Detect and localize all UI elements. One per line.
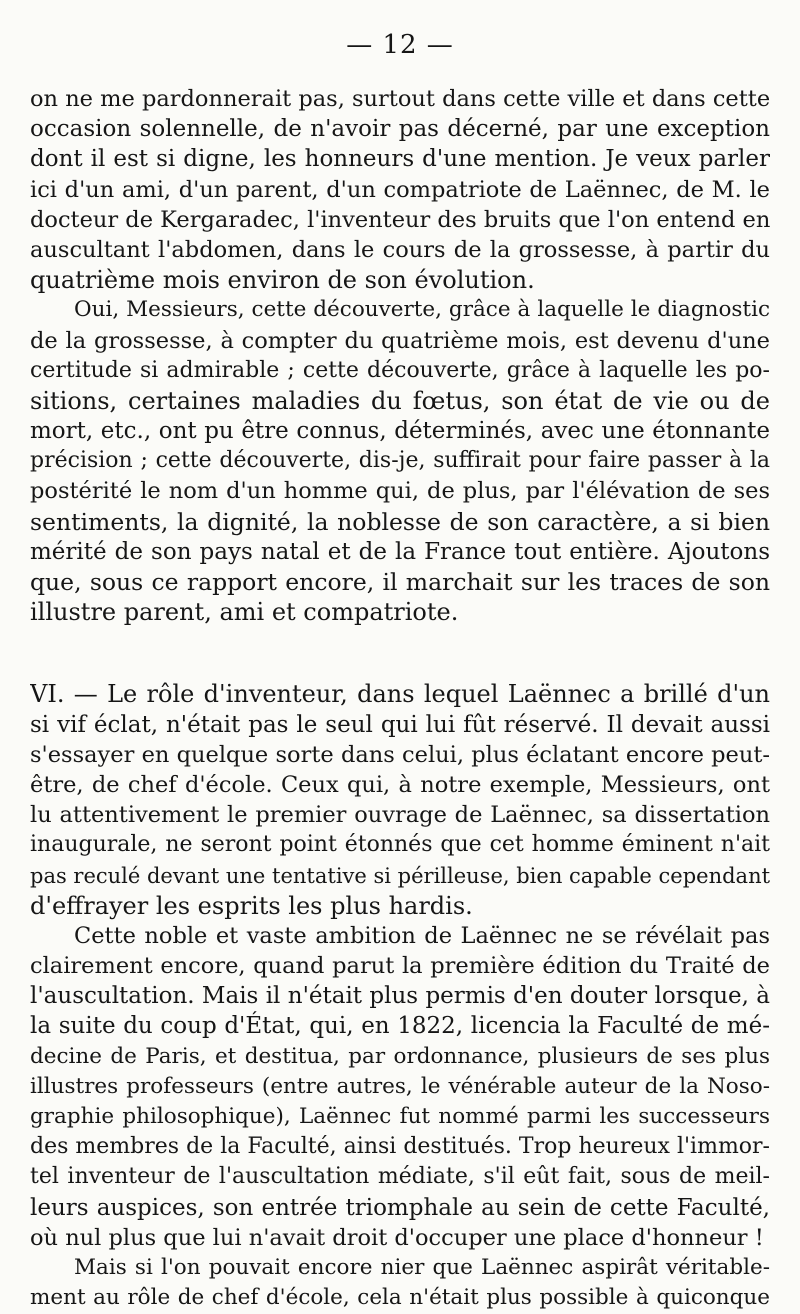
text-line: que, sous ce rapport encore, il marchait sur les traces de son	[30, 568, 770, 596]
paragraph-2	[30, 295, 770, 627]
text-line: tel inventeur de l'auscultation médiate, s'il eût fait, sous de meil-	[30, 1164, 770, 1190]
text-line: occasion solennelle, de n'avoir pas décerné, par une exception	[30, 116, 770, 143]
text-line: être, de chef d'école. Ceux qui, à notre exemple, Messieurs, ont	[30, 771, 770, 798]
text-line: sitions, certaines maladies du fœtus, son état de vie ou de	[30, 386, 770, 415]
text-line: on ne me pardonnerait pas, surtout dans cette ville et dans cette	[30, 86, 770, 112]
paragraph-3	[30, 679, 770, 921]
paragraph-1	[30, 84, 770, 295]
text-line: graphie philosophique), Laënnec fut nommé parmi les successeurs	[30, 1104, 770, 1129]
text-line: de la grossesse, à compter du quatrième mois, est devenu d'une	[30, 327, 770, 354]
text-line: lu attentivement le premier ouvrage de Laënnec, sa dissertation	[30, 802, 770, 829]
paragraph-5	[30, 1253, 770, 1313]
text-line: postérité le nom d'un homme qui, de plus, par l'élévation de ses	[30, 478, 770, 505]
text-line: quatrième mois environ de son évolution.	[30, 266, 535, 295]
text-line: sentiments, la dignité, la noblesse de son caractère, a si bien	[30, 507, 770, 536]
section-gap	[30, 627, 770, 679]
text-line: s'essayer en quelque sorte dans celui, plus éclatant encore peut-	[30, 741, 770, 768]
text-line: decine de Paris, et destitua, par ordonnance, plusieurs de ses plus	[30, 1043, 770, 1069]
page-number: — 12 —	[346, 30, 454, 60]
text-line: des membres de la Faculté, ainsi destitués. Trop heureux l'immor-	[30, 1134, 770, 1160]
text-line: Cette noble et vaste ambition de Laënnec ne se révélait pas	[74, 922, 770, 949]
text-line: leurs auspices, son entrée triomphale au sein de cette Faculté,	[30, 1194, 770, 1221]
text-line: ici d'un ami, d'un parent, d'un compatriote de Laënnec, de M. le	[30, 176, 770, 203]
text-line: l'auscultation. Mais il n'était plus permis d'en douter lorsque, à	[30, 983, 770, 1010]
text-line: pas reculé devant une tentative si périlleuse, bien capable cependant	[30, 863, 770, 888]
document-page	[30, 30, 770, 1313]
text-line: illustre parent, ami et compatriote.	[30, 598, 459, 627]
text-line: ment au rôle de chef d'école, cela n'était plus possible à quiconque	[30, 1285, 770, 1311]
text-line: docteur de Kergaradec, l'inventeur des bruits que l'on entend en	[30, 206, 770, 233]
text-line: d'effrayer les esprits les plus hardis.	[30, 891, 473, 920]
text-line: où nul plus que lui n'avait droit d'occuper une place d'honneur !	[30, 1224, 764, 1251]
text-line: dont il est si digne, les honneurs d'une mention. Je veux parler	[30, 146, 770, 173]
text-line: Mais si l'on pouvait encore nier que Laënnec aspirât véritable-	[74, 1254, 770, 1280]
text-line: VI. — Le rôle d'inventeur, dans lequel Laënnec a brillé d'un	[30, 680, 770, 709]
text-line: précision ; cette découverte, dis-je, suffirait pour faire passer à la	[30, 448, 770, 474]
text-line: si vif éclat, n'était pas le seul qui lui fût réservé. Il devait aussi	[30, 711, 770, 738]
text-line: clairement encore, quand parut la première édition du Traité de	[30, 953, 770, 980]
text-line: inaugurale, ne seront point étonnés que cet homme éminent n'ait	[30, 832, 770, 858]
text-line: Oui, Messieurs, cette découverte, grâce à laquelle le diagnostic	[74, 297, 770, 323]
text-line: illustres professeurs (entre autres, le vénérable auteur de la Noso-	[30, 1073, 770, 1099]
text-line: la suite du coup d'État, qui, en 1822, licencia la Faculté de mé-	[30, 1013, 770, 1040]
text-line: certitude si admirable ; cette découverte, grâce à laquelle les po-	[30, 357, 770, 383]
text-line: mérité de son pays natal et de la France tout entière. Ajoutons	[30, 538, 770, 565]
text-line: auscultant l'abdomen, dans le cours de la grossesse, à partir du	[30, 236, 770, 263]
paragraph-4	[30, 921, 770, 1253]
text-line: mort, etc., ont pu être connus, déterminés, avec une étonnante	[30, 418, 770, 445]
